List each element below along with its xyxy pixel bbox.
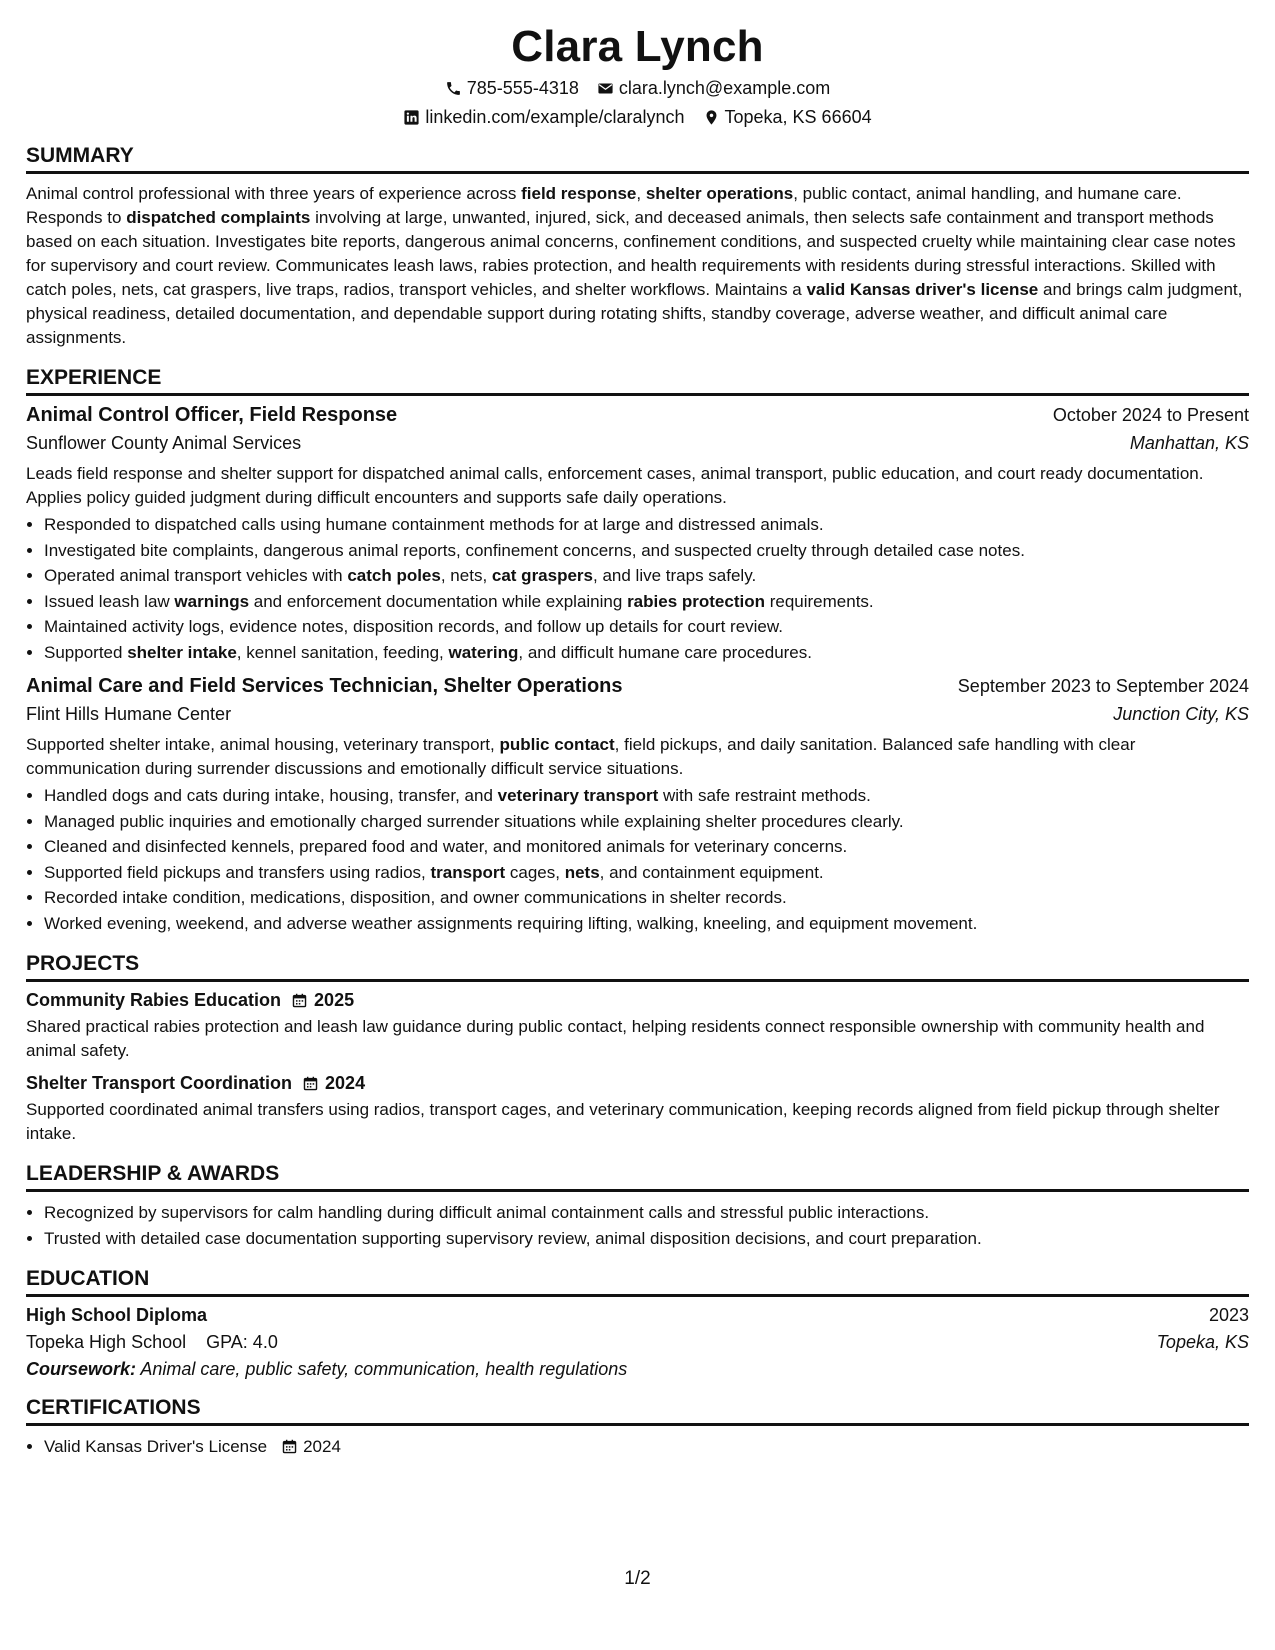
leadership-bullet: • Trusted with detailed case documentation supporting supervisory review, animal disposition decisions, and court preparation. <box>44 1226 1249 1252</box>
project-entry-2 <box>26 1073 1249 1146</box>
project-title: Community Rabies Education <box>26 990 282 1010</box>
job-bullet: • Maintained activity logs, evidence notes, disposition records, and follow up details for court review. <box>44 614 1249 640</box>
job-title: Animal Care and Field Services Technician, Shelter Operations <box>26 675 623 697</box>
certifications-section <box>26 1396 1249 1460</box>
map-pin-icon <box>703 109 720 126</box>
school-location: Topeka, KS <box>1156 1332 1249 1352</box>
certification-item <box>44 1434 1249 1460</box>
experience-heading: EXPERIENCE <box>26 366 1249 396</box>
coursework <box>26 1359 1249 1380</box>
job-bullet: • Investigated bite complaints, dangerous animal reports, confinement concerns, and suspected cruelty through detailed case notes. <box>44 538 1249 564</box>
project-title: Shelter Transport Coordination <box>26 1073 293 1093</box>
job-location: Manhattan, KS <box>1129 433 1249 453</box>
email-contact[interactable] <box>597 78 830 99</box>
project-year: 2024 <box>325 1073 366 1093</box>
job-description: Supported shelter intake, animal housing, veterinary transport, public contact, field pickups, and daily sanitation. Balanced safe handling with clear communication during surrender discussions and emotionally difficult service situations. <box>26 735 1136 778</box>
job-bullet: • Operated animal transport vehicles with catch poles, nets, cat graspers, and live traps safely. <box>44 563 1249 589</box>
job-bullet: • Supported field pickups and transfers using radios, transport cages, nets, and containment equipment. <box>44 860 1249 886</box>
coursework-list: Animal care, public safety, communication, health regulations <box>140 1359 628 1379</box>
education-section <box>26 1267 1249 1380</box>
contact-row-1 <box>26 78 1249 99</box>
job-bullet: • Worked evening, weekend, and adverse weather assignments requiring lifting, walking, kneeling, and equipment movement. <box>44 911 1249 937</box>
project-year: 2025 <box>314 990 355 1010</box>
page-number: 1/2 <box>624 1568 651 1589</box>
project-description: Shared practical rabies protection and leash law guidance during public contact, helping residents connect responsible ownership with community health and animal safety. <box>26 1017 1205 1060</box>
education-heading: EDUCATION <box>26 1267 1249 1297</box>
projects-heading: PROJECTS <box>26 952 1249 982</box>
degree-name: High School Diploma <box>26 1305 208 1325</box>
job-bullets <box>26 783 1249 936</box>
certification-year: 2024 <box>303 1437 341 1456</box>
phone-number: 785-555-4318 <box>466 78 579 98</box>
job-bullet: • Managed public inquiries and emotionally charged surrender situations while explaining shelter procedures clearly. <box>44 809 1249 835</box>
coursework-label: Coursework: <box>26 1359 137 1379</box>
summary-text: Animal control professional with three years of experience across field response, shelter operations, public contact, animal handling, and humane care. Responds to dispatched complaints involving at large, unwanted, injured, sick, and deceased animals, then selects safe containment and transport methods based on each situation. Investigates bite reports, dangerous animal concerns, confinement conditions, and suspected cruelty while maintaining clear case notes for supervisory and court review. Communicates leash laws, rabies protection, and health requirements with residents during stressful interactions. Skilled with catch poles, nets, cat graspers, live traps, radios, transport vehicles, and shelter workflows. Maintains a valid Kansas driver's license and brings calm judgment, physical readiness, detailed documentation, and dependable support during rotating shifts, standby coverage, adverse weather, and difficult animal care assignments. <box>26 184 1243 347</box>
certifications-heading: CERTIFICATIONS <box>26 1396 1249 1426</box>
job-date: September 2023 to September 2024 <box>957 676 1249 696</box>
school-name: Topeka High School <box>26 1332 187 1352</box>
linkedin-url[interactable]: linkedin.com/example/claralynch <box>425 107 685 127</box>
graduation-year: 2023 <box>1208 1305 1249 1325</box>
email-address[interactable]: clara.lynch@example.com <box>618 78 831 98</box>
candidate-name: Clara Lynch <box>511 22 764 71</box>
job-bullet: • Recorded intake condition, medications, disposition, and owner communications in shelter records. <box>44 885 1249 911</box>
job-organization: Flint Hills Humane Center <box>26 704 232 724</box>
linkedin-icon <box>403 109 420 126</box>
project-description: Supported coordinated animal transfers using radios, transport cages, and veterinary communication, keeping records aligned from field pickup through shelter intake. <box>26 1100 1220 1143</box>
leadership-heading: LEADERSHIP & AWARDS <box>26 1162 1249 1192</box>
job-bullet: • Cleaned and disinfected kennels, prepared food and water, and monitored animals for veterinary concerns. <box>44 834 1249 860</box>
job-date: October 2024 to Present <box>1052 405 1249 425</box>
summary-heading: SUMMARY <box>26 144 1249 174</box>
resume-header <box>26 22 1249 128</box>
job-bullet: • Responded to dispatched calls using humane containment methods for at large and distressed animals. <box>44 512 1249 538</box>
experience-section <box>26 366 1249 936</box>
calendar-icon <box>281 1438 298 1455</box>
summary-section <box>26 144 1249 350</box>
certification-name: • Valid Kansas Driver's License <box>44 1437 268 1456</box>
job-title: Animal Control Officer, Field Response <box>26 404 398 426</box>
phone-icon <box>445 80 462 97</box>
calendar-icon <box>291 992 308 1009</box>
job-bullet: • Handled dogs and cats during intake, housing, transfer, and veterinary transport with safe restraint methods. <box>44 783 1249 809</box>
job-bullets <box>26 512 1249 665</box>
leadership-bullets <box>26 1200 1249 1251</box>
envelope-icon <box>597 80 614 97</box>
contact-row-2 <box>26 107 1249 128</box>
leadership-section <box>26 1162 1249 1251</box>
project-entry-1 <box>26 990 1249 1063</box>
location-contact <box>703 107 872 128</box>
location-text: Topeka, KS 66604 <box>724 107 872 127</box>
job-bullet: • Issued leash law warnings and enforcement documentation while explaining rabies protection requirements. <box>44 589 1249 615</box>
job-organization: Sunflower County Animal Services <box>26 433 302 453</box>
phone-contact <box>445 78 579 99</box>
job-entry-2 <box>26 675 1249 936</box>
calendar-icon <box>302 1075 319 1092</box>
job-location: Junction City, KS <box>1113 704 1249 724</box>
projects-section <box>26 952 1249 1146</box>
job-entry-1 <box>26 404 1249 665</box>
job-description: Leads field response and shelter support for dispatched animal calls, enforcement cases, animal transport, public education, and court ready documentation. Applies policy guided judgment during difficult encounters and supports safe daily operations. <box>26 464 1204 507</box>
job-bullet: • Supported shelter intake, kennel sanitation, feeding, watering, and difficult humane care procedures. <box>44 640 1249 666</box>
gpa: GPA: 4.0 <box>206 1332 278 1352</box>
leadership-bullet: • Recognized by supervisors for calm handling during difficult animal containment calls and stressful public interactions. <box>44 1200 1249 1226</box>
linkedin-contact[interactable] <box>403 107 684 128</box>
certification-list <box>26 1434 1249 1460</box>
